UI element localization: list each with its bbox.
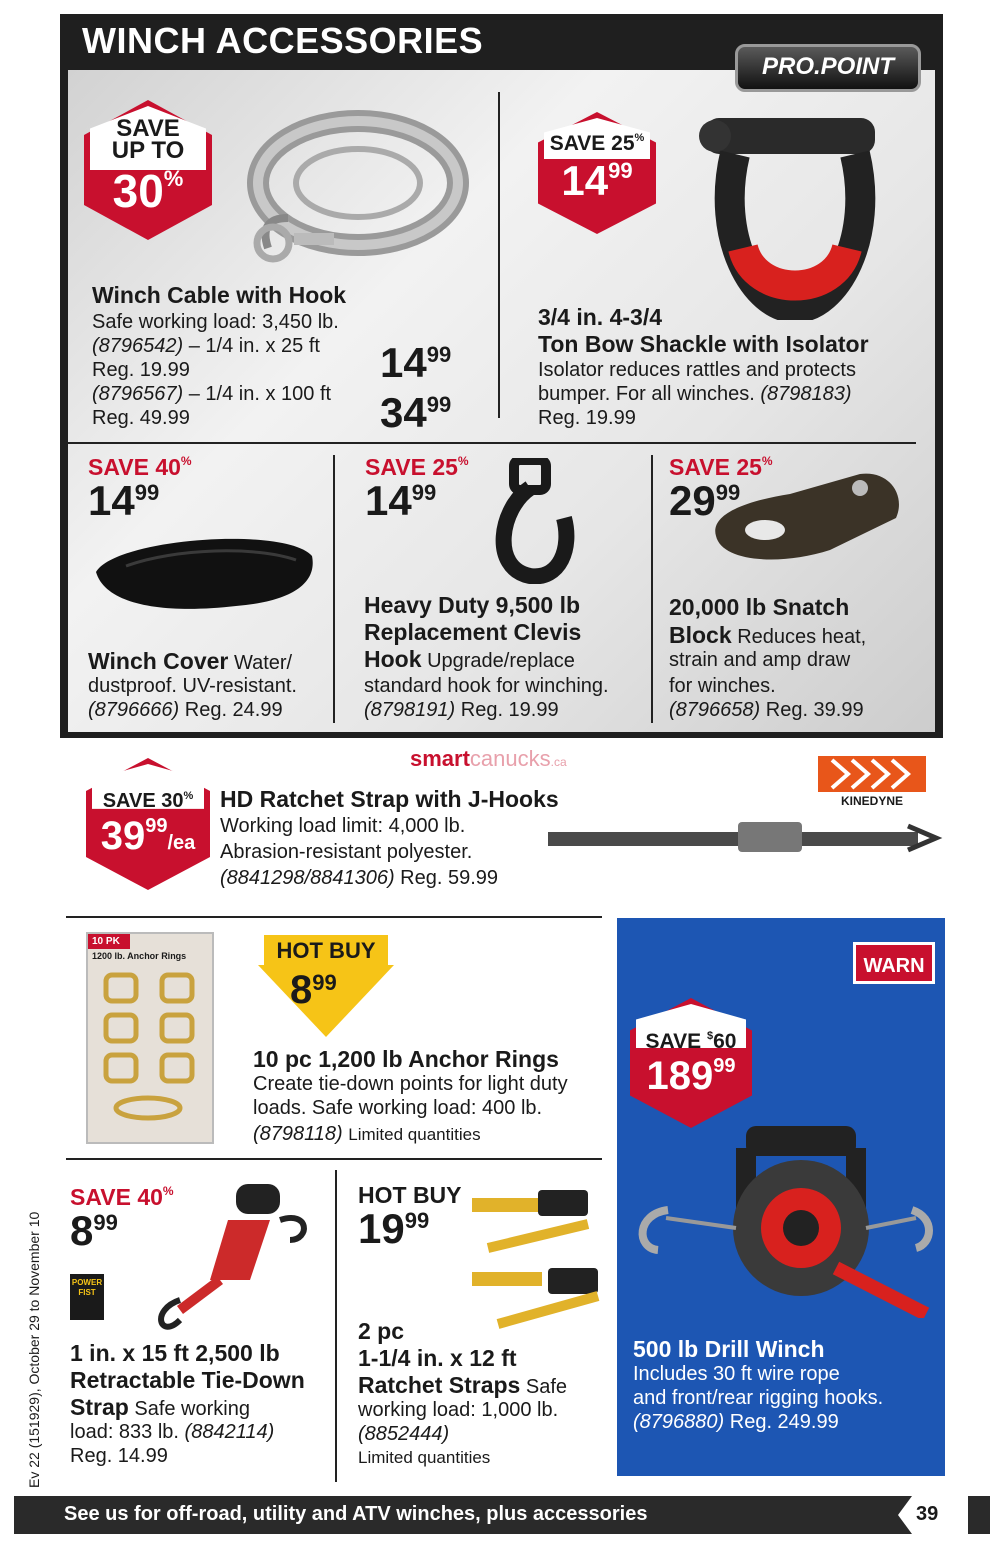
save-badge: SAVE 30% $39^{99}/ea$ xyxy=(86,758,210,890)
hot-buy-label: HOT BUY xyxy=(358,1182,462,1208)
save-label: SAVE 25% xyxy=(669,454,773,480)
badge-save-text: SAVE xyxy=(116,115,180,142)
sale-price: $29^{99}$ xyxy=(669,477,741,524)
product-title: Winch Cover xyxy=(88,648,229,674)
page-number: 39 xyxy=(916,1503,939,1525)
product-title: 1-1/4 in. x 12 ft xyxy=(358,1345,517,1371)
sale-price: $8^{99}$ xyxy=(70,1207,118,1254)
ratchet-straps-image xyxy=(468,1184,614,1334)
product-title: Winch Cable with Hook xyxy=(92,282,347,308)
product-title: 3/4 in. 4-3/4 xyxy=(538,304,663,330)
product-desc: standard hook for winching. xyxy=(364,675,609,697)
product-desc: dustproof. UV-resistant. xyxy=(88,675,297,697)
shackle-image xyxy=(695,98,895,320)
save-label: SAVE 40% xyxy=(70,1184,174,1210)
reg-price: Reg. 19.99 xyxy=(460,699,559,721)
divider xyxy=(68,442,916,444)
footer-text: See us for off-road, utility and ATV winches, plus accessories xyxy=(64,1503,648,1525)
sku: (8796542) xyxy=(92,335,184,357)
product-title: Strap xyxy=(70,1394,129,1420)
product-desc: Safe working load: 3,450 lb. xyxy=(92,311,339,333)
product-title: 10 pc 1,200 lb Anchor Rings xyxy=(253,1046,559,1072)
product-title: Hook xyxy=(364,646,422,672)
pro-point-logo: PRO.POINT xyxy=(735,44,921,92)
sku: (8798118) xyxy=(253,1123,343,1145)
save-badge: SAVE $60 $189^{99}$ xyxy=(630,998,752,1128)
reg-price: Reg. 59.99 xyxy=(400,867,499,889)
product-desc: Abrasion-resistant polyester. xyxy=(220,841,473,863)
flyer-date: Ev 22 (151929), October 29 to November 10 xyxy=(26,1211,42,1488)
product-title: Ratchet Straps xyxy=(358,1372,521,1398)
sku: (8798183) xyxy=(760,383,852,405)
limited-note: Limited quantities xyxy=(358,1448,491,1467)
badge-percent-sign: % xyxy=(163,166,184,191)
reg-price: Reg. 14.99 xyxy=(70,1445,168,1467)
product-desc: Includes 30 ft wire rope xyxy=(633,1363,840,1385)
size: – 1/4 in. x 100 ft xyxy=(188,383,332,405)
sku: (8796880) xyxy=(633,1411,725,1433)
product-title: Replacement Clevis xyxy=(364,619,582,645)
sku: (8796658) xyxy=(669,699,761,721)
save-badge xyxy=(84,100,212,240)
product-desc: for winches. xyxy=(669,675,776,697)
warn-logo: WARN xyxy=(853,942,935,984)
sale-price: $14^{99}$ xyxy=(365,477,437,524)
sku: (8796567) xyxy=(92,383,184,405)
product-title: Block xyxy=(669,622,732,648)
power-fist-logo: POWER FIST xyxy=(70,1274,104,1320)
divider xyxy=(651,455,653,723)
drill-winch-image xyxy=(626,1118,938,1318)
product-title: 1 in. x 15 ft 2,500 lb xyxy=(70,1340,280,1366)
product-desc: loads. Safe working load: 400 lb. xyxy=(253,1097,543,1119)
divider xyxy=(66,1158,602,1160)
sale-price: $14^{99}$ xyxy=(380,339,452,386)
reg-price: Reg. 19.99 xyxy=(538,407,636,429)
reg-price: Reg. 19.99 xyxy=(92,359,190,381)
product-desc: strain and amp draw xyxy=(669,649,851,671)
product-desc: and front/rear rigging hooks. xyxy=(633,1387,884,1409)
limited-note: Limited quantities xyxy=(348,1125,481,1144)
divider xyxy=(66,916,602,918)
reg-price: Reg. 49.99 xyxy=(92,407,190,429)
ratchet-strap-image xyxy=(548,814,944,858)
product-desc: working load: 1,000 lb. xyxy=(358,1399,559,1421)
winch-cable-image xyxy=(238,108,470,268)
product-title: Retractable Tie-Down xyxy=(70,1367,305,1393)
sku: (8842114) xyxy=(184,1421,275,1443)
save-label: SAVE 25% xyxy=(365,454,469,480)
anchor-rings-package: 10 PK 1200 lb. Anchor Rings xyxy=(86,932,214,1144)
sale-price: $19^{99}$ xyxy=(358,1205,430,1252)
watermark: smartcanucks.ca xyxy=(410,746,567,771)
product-title: Heavy Duty 9,500 lb xyxy=(364,592,581,618)
sku: (8841298/8841306) xyxy=(220,867,395,889)
size: – 1/4 in. x 25 ft xyxy=(188,335,320,357)
product-title: 20,000 lb Snatch xyxy=(669,594,850,620)
sku: (8798191) xyxy=(364,699,456,721)
product-title: Ton Bow Shackle with Isolator xyxy=(538,331,869,357)
reg-price: Reg. 24.99 xyxy=(184,699,283,721)
product-desc: Working load limit: 4,000 lb. xyxy=(220,815,466,837)
save-badge: SAVE 25% $14^{99}$ xyxy=(538,112,656,234)
divider xyxy=(498,92,500,418)
product-title: 2 pc xyxy=(358,1318,405,1344)
tie-down-strap-image xyxy=(140,1180,320,1330)
sale-price: $8^{99}$ xyxy=(290,968,337,1012)
sale-price: $14^{99}$ xyxy=(88,477,160,524)
product-desc: Isolator reduces rattles and protects xyxy=(538,359,856,381)
sku: (8852444) xyxy=(358,1423,450,1445)
hot-buy-label: HOT BUY xyxy=(264,935,388,967)
section-title: WINCH ACCESSORIES xyxy=(82,20,484,61)
anchor-ring-image xyxy=(88,963,212,1133)
snatch-block-image xyxy=(710,466,906,568)
sale-price: $34^{99}$ xyxy=(380,389,452,436)
product-title: HD Ratchet Strap with J-Hooks xyxy=(220,786,559,812)
product-title: 500 lb Drill Winch xyxy=(633,1336,825,1362)
divider xyxy=(335,1170,337,1482)
save-label: SAVE 40% xyxy=(88,454,192,480)
sku: (8796666) xyxy=(88,699,180,721)
reg-price: Reg. 249.99 xyxy=(729,1411,839,1433)
badge-percent: 30 xyxy=(112,165,164,217)
brand-name: KINEDYNE xyxy=(840,794,903,808)
badge-upto-text: UP TO xyxy=(111,137,185,164)
reg-price: Reg. 39.99 xyxy=(765,699,864,721)
divider xyxy=(333,455,335,723)
clevis-hook-image xyxy=(480,458,580,584)
winch-cover-image xyxy=(86,526,318,618)
product-desc: Create tie-down points for light duty xyxy=(253,1073,568,1095)
